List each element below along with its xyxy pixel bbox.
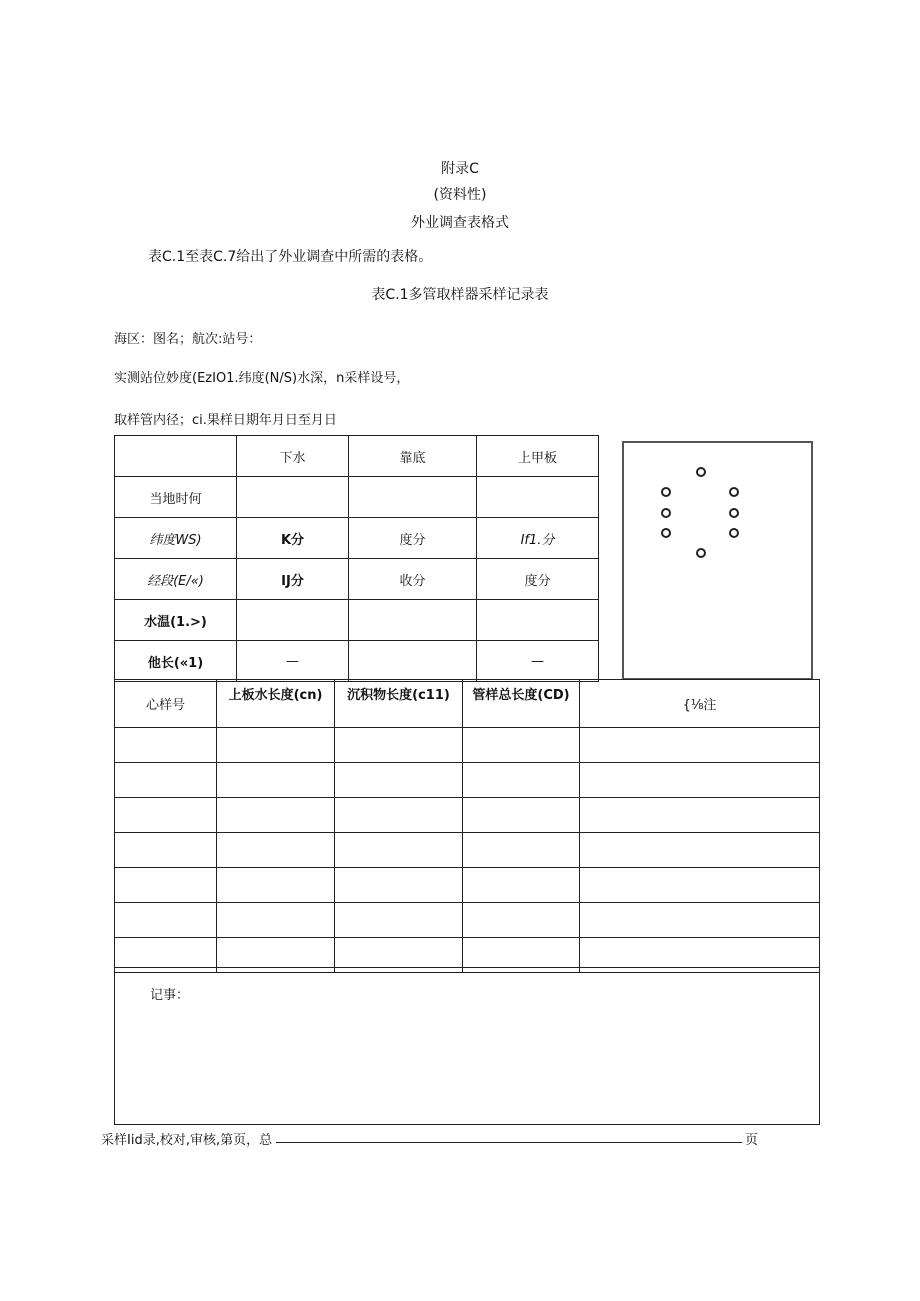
table-cell[interactable] [580, 728, 820, 763]
table-header-row [115, 680, 820, 728]
table-cell[interactable] [115, 833, 217, 868]
tube-hole-icon [661, 487, 671, 497]
table-row [115, 641, 599, 682]
row-label: 水温(1.>) [115, 600, 237, 641]
table-cell[interactable]: K分 [237, 518, 349, 559]
header-cell-bottom: 靠底 [349, 436, 477, 477]
table-row [115, 477, 599, 518]
table-cell[interactable] [115, 763, 217, 798]
appendix-label: 附录C [441, 161, 479, 177]
table-cell[interactable] [463, 833, 580, 868]
table-cell[interactable] [580, 833, 820, 868]
tube-hole-icon [661, 508, 671, 518]
table-cell[interactable] [463, 868, 580, 903]
table-cell[interactable] [463, 763, 580, 798]
table-header-row [115, 436, 599, 477]
table-cell[interactable] [349, 477, 477, 518]
table-row [115, 903, 820, 938]
table-cell[interactable] [463, 728, 580, 763]
header-cell-total-length: 管样总长度(CD) [463, 680, 580, 728]
table-cell[interactable] [115, 868, 217, 903]
footer-signoff: 采样Iid录,校对,审核,第页，总 [101, 1133, 273, 1148]
table-cell[interactable] [349, 600, 477, 641]
table-cell[interactable] [580, 763, 820, 798]
table-cell[interactable] [580, 798, 820, 833]
table-cell[interactable] [217, 903, 335, 938]
table-row [115, 600, 599, 641]
sampling-time-table [114, 435, 599, 682]
table-cell[interactable] [237, 600, 349, 641]
tube-hole-icon [729, 487, 739, 497]
header-cell-sediment-length: 沉积物长度(c11) [335, 680, 463, 728]
table-cell[interactable] [335, 728, 463, 763]
header-cell [115, 436, 237, 477]
tube-hole-icon [729, 508, 739, 518]
field-line-sea-area: 海区：图名；航次:站号： [114, 332, 262, 347]
table-cell[interactable] [580, 868, 820, 903]
header-cell-sample-no: 心样号 [115, 680, 217, 728]
notes-box[interactable] [114, 967, 820, 1125]
table-cell[interactable] [335, 903, 463, 938]
table-cell[interactable] [217, 833, 335, 868]
appendix-title: 外业调查表格式 [411, 215, 509, 231]
table-row [115, 728, 820, 763]
table-cell[interactable] [217, 868, 335, 903]
table-row [115, 868, 820, 903]
header-cell-remarks: {⅛注 [580, 680, 820, 728]
table-cell[interactable] [477, 477, 599, 518]
intro-text: 表C.1至表C.7给出了外业调查中所需的表格。 [148, 249, 433, 265]
footer-underline [276, 1142, 742, 1143]
field-line-station: 实测站位妙度(EzIO1.纬度(N/S)水深，n采样设号， [114, 371, 410, 386]
table-row [115, 559, 599, 600]
table-cell[interactable] [349, 641, 477, 682]
table-caption: 表C.1多管取样器采样记录表 [371, 287, 549, 303]
table-cell[interactable]: 度分 [477, 559, 599, 600]
tube-hole-icon [729, 528, 739, 538]
table-cell[interactable]: If1.分 [477, 518, 599, 559]
table-cell[interactable]: IJ分 [237, 559, 349, 600]
tube-hole-icon [696, 548, 706, 558]
table-cell[interactable] [463, 798, 580, 833]
row-label: 经段(E/«) [115, 559, 237, 600]
header-cell-launch: 下水 [237, 436, 349, 477]
header-cell-deck: 上甲板 [477, 436, 599, 477]
table-cell[interactable] [217, 728, 335, 763]
notes-label: 记事： [150, 988, 190, 1003]
table-cell[interactable] [335, 763, 463, 798]
core-sample-table [114, 679, 820, 973]
row-label: 纬度WS) [115, 518, 237, 559]
table-cell[interactable]: — [477, 641, 599, 682]
field-line-tube: 取样管内径；ci.果样日期年月日至月日 [114, 413, 337, 428]
table-cell[interactable]: 度分 [349, 518, 477, 559]
tube-layout-diagram [622, 441, 813, 680]
table-cell[interactable] [115, 903, 217, 938]
appendix-nature: (资料性) [433, 187, 487, 203]
tube-hole-icon [661, 528, 671, 538]
table-row [115, 763, 820, 798]
table-cell[interactable] [335, 798, 463, 833]
table-cell[interactable] [217, 763, 335, 798]
table-cell[interactable] [477, 600, 599, 641]
table-row [115, 833, 820, 868]
header-cell-overlying-water: 上板水长度(cn) [217, 680, 335, 728]
tube-hole-icon [696, 467, 706, 477]
table-cell[interactable] [115, 728, 217, 763]
row-label: 他长(«1) [115, 641, 237, 682]
table-cell[interactable]: — [237, 641, 349, 682]
table-cell[interactable] [580, 903, 820, 938]
table-cell[interactable] [115, 798, 217, 833]
table-cell[interactable]: 收分 [349, 559, 477, 600]
table-cell[interactable] [335, 868, 463, 903]
row-label: 当地时何 [115, 477, 237, 518]
footer-page-suffix: 页 [745, 1133, 759, 1148]
table-cell[interactable] [463, 903, 580, 938]
table-row [115, 518, 599, 559]
table-row [115, 798, 820, 833]
table-cell[interactable] [237, 477, 349, 518]
table-cell[interactable] [217, 798, 335, 833]
table-cell[interactable] [335, 833, 463, 868]
